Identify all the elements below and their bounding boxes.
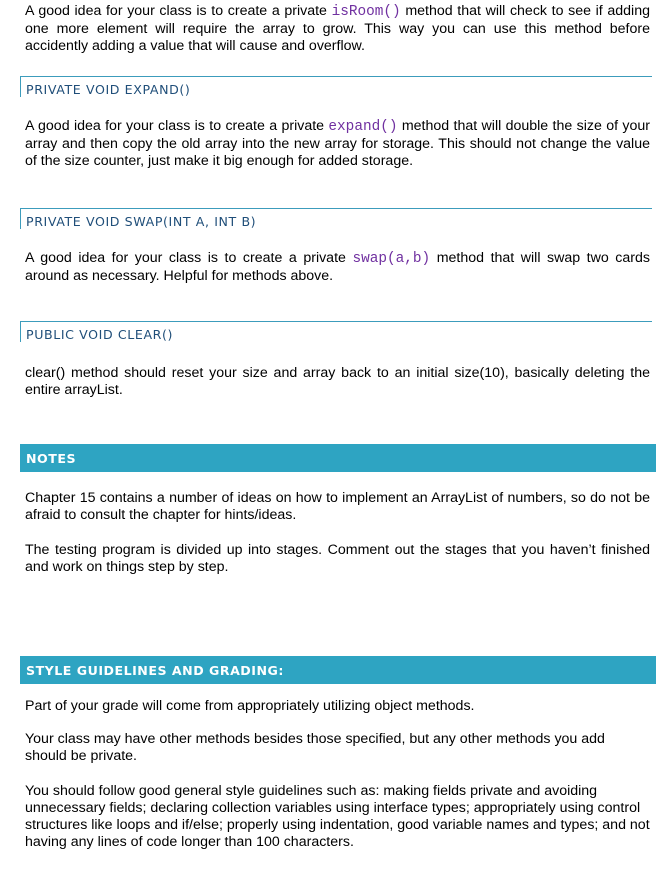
- expand-text-end: method that will double the size of your array and then copy the old array into the new array for storage. This should not change the value of the size counter, just make it big enough for added storage.: [25, 118, 650, 169]
- expand-paragraph: [25, 118, 650, 170]
- clear-paragraph: clear() method should reset your size and array back to an initial size(10), basically deleting the entire arrayList.: [25, 365, 650, 398]
- notes-paragraph-2: The testing program is divided up into stages. Comment out the stages that you haven’t finished and work on things step by step.: [25, 542, 650, 575]
- swap-paragraph: [25, 250, 650, 285]
- intro-text-start: A good idea for your class is to create a private: [25, 3, 332, 19]
- swap-text-end: method that will swap two cards around as necessary. Helpful for methods above.: [25, 250, 650, 284]
- heading-expand: [20, 76, 652, 97]
- style-paragraph-3: You should follow good general style guidelines such as: making fields private and avoiding unnecessary fields; declaring collection variables using interface types; appropriately using control structures like loops and if/else; properly using indentation, good variable names and types; and not having any lines of code longer than 100 characters.: [25, 783, 650, 850]
- heading-swap-label: PRIVATE VOID SWAP(INT A, INT B): [26, 214, 257, 229]
- expand-code: expand(): [328, 119, 398, 135]
- swap-code: swap(a,b): [352, 251, 431, 267]
- intro-paragraph: [25, 3, 650, 55]
- intro-text-end: method that will check to see if adding one more element will require the array to grow. This way you can use this method before accidently adding a value that will cause and overflow.: [25, 3, 650, 54]
- heading-style-label: STYLE GUIDELINES AND GRADING:: [26, 663, 284, 678]
- heading-swap: [20, 208, 652, 229]
- style-paragraph-1: Part of your grade will come from appropriately utilizing object methods.: [25, 698, 475, 714]
- swap-text-start: A good idea for your class is to create a private: [25, 250, 353, 266]
- heading-clear: [20, 321, 652, 342]
- heading-expand-label: PRIVATE VOID EXPAND(): [26, 82, 191, 97]
- expand-text-start: A good idea for your class is to create a private: [25, 118, 329, 134]
- isroom-code: isRoom(): [331, 4, 401, 20]
- notes-paragraph-1: Chapter 15 contains a number of ideas on how to implement an ArrayList of numbers, so do not be afraid to consult the chapter for hints/ideas.: [25, 490, 650, 523]
- heading-style: [20, 656, 656, 684]
- heading-clear-label: PUBLIC VOID CLEAR(): [26, 327, 174, 342]
- heading-notes: [20, 444, 656, 472]
- heading-notes-label: NOTES: [26, 451, 77, 466]
- style-paragraph-2: Your class may have other methods besides those specified, but any other methods you add should be private.: [25, 731, 605, 764]
